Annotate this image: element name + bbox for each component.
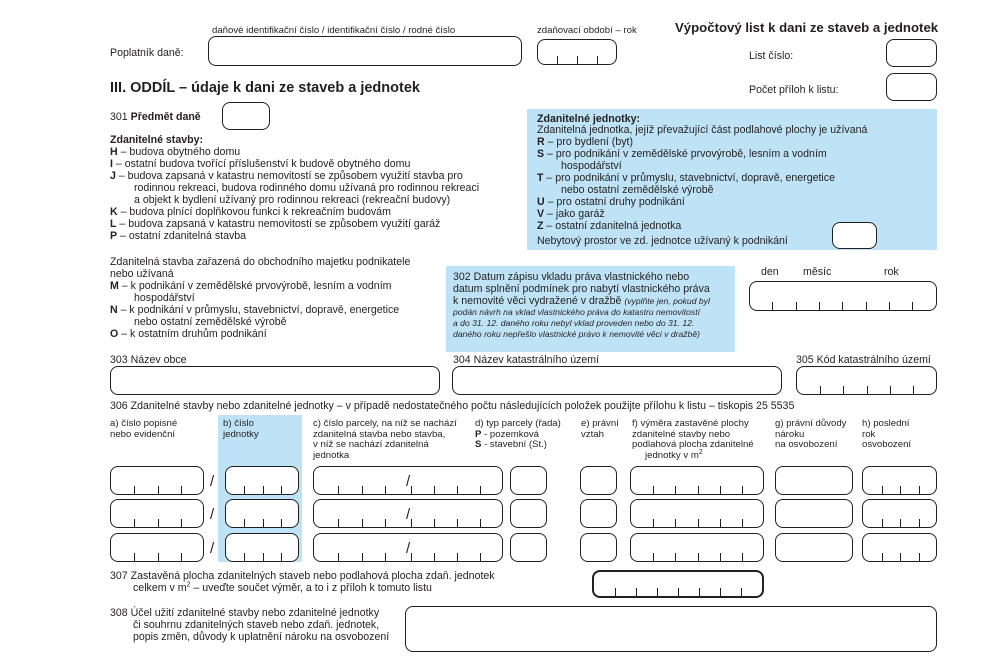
- house-unit-slash: /: [210, 473, 215, 490]
- unit-type-item: [537, 172, 835, 184]
- area-field[interactable]: [630, 466, 764, 495]
- parcel-type-field[interactable]: [510, 533, 547, 562]
- total-area-field[interactable]: [592, 570, 764, 598]
- business-type-item-code: N: [110, 304, 118, 316]
- col-d-header-s: [475, 439, 547, 450]
- building-type-item-code: P: [110, 230, 118, 242]
- building-type-item-code: H: [110, 146, 118, 158]
- col-f-header: podlahová plocha zdanitelné: [632, 439, 754, 450]
- col-b-header: jednotky: [223, 428, 259, 440]
- building-type-item-text: – ostatní budova tvořící příslušenství k budově obytného domu: [112, 158, 411, 170]
- f307-line-2a: celkem v m: [133, 582, 187, 594]
- building-type-item: [110, 218, 440, 230]
- f302-note-3: daného roku nepřešlo vlastnické právo k nemovité věci v dražbě): [453, 329, 700, 339]
- col-b-header: b) číslo: [223, 418, 254, 429]
- house-number-field[interactable]: [110, 499, 204, 528]
- municipality-name-field[interactable]: [110, 366, 440, 395]
- legal-relation-field[interactable]: [580, 533, 617, 562]
- business-intro-2: nebo užívaná: [110, 268, 174, 280]
- business-type-item: [110, 304, 399, 316]
- cadastral-area-code-field[interactable]: [796, 366, 937, 395]
- col-f-header: f) výměra zastavěné plochy: [632, 418, 749, 429]
- col-f-header-sup: 2: [698, 448, 703, 456]
- f302-note-2: a do 31. 12. daného roku nebyl vklad proveden nebo do 31. 12.: [453, 318, 695, 328]
- unit-type-item: [561, 160, 622, 172]
- f303-label: 303 Název obce: [110, 354, 187, 366]
- f308-line-1: 308 Účel užití zdanitelné stavby nebo zdanitelné jednotky: [110, 607, 380, 619]
- unit-number-field[interactable]: [225, 533, 299, 562]
- unit-type-item: [537, 136, 633, 148]
- business-type-item-text: – k podnikání v průmyslu, stavebnictví, dopravě, energetice: [117, 304, 400, 316]
- f307-line-2: [133, 582, 432, 594]
- f302-line-2: datum splnění podmínek pro nabytí vlastnického práva: [453, 283, 710, 295]
- unit-type-item-code: Z: [537, 220, 544, 232]
- business-type-item-text: – k podnikání v zemědělské prvovýrobě, lesním a vodním: [118, 280, 392, 292]
- business-type-item-code: M: [110, 280, 119, 292]
- unit-type-item-text: hospodářství: [561, 160, 622, 172]
- building-type-item-code: L: [110, 218, 117, 230]
- col-g-header: nároku: [775, 428, 805, 440]
- col-d-header-s-part: S: [475, 439, 482, 450]
- f308-line-2: či souhrnu zdanitelných staveb nebo zdaň. jednotek,: [133, 619, 380, 631]
- col-f-header-last: [645, 450, 703, 461]
- exemption-last-year-field[interactable]: [862, 499, 937, 528]
- building-type-item-text: rodinnou rekreaci, budova rodinného domu užívaná pro rodinnou rekreaci: [134, 182, 480, 194]
- f301-number: 301: [110, 111, 128, 123]
- col-a-header: a) číslo popisné: [110, 418, 178, 429]
- unit-type-item-code: T: [537, 172, 544, 184]
- unit-type-item-text: – pro podnikání v zemědělské prvovýrobě, lesním a vodním: [544, 148, 827, 160]
- unit-type-item: [537, 220, 681, 232]
- f302-date-field[interactable]: [749, 281, 937, 311]
- f302-line-3-text: k nemovité věci vydražené v dražbě: [453, 295, 625, 307]
- col-a-header: nebo evidenční: [110, 428, 176, 440]
- business-type-item-text: nebo ostatní zemědělské výrobě: [134, 316, 287, 328]
- buildings-heading: Zdanitelné stavby:: [110, 134, 204, 146]
- f302-note-1: podán návrh na vklad vlastnického práva do katastru nemovitostí: [453, 307, 700, 317]
- f301-text: Předmět daně: [130, 111, 201, 123]
- col-d-header-p-part: - pozemková: [481, 428, 539, 440]
- business-type-item-text: – k ostatním druhům podnikání: [118, 328, 267, 340]
- unit-type-item: [537, 196, 685, 208]
- building-type-item-text: – budova zapsaná v katastru nemovitostí se způsobem využití garáž: [116, 218, 441, 230]
- col-c-header: v níž se nachází zdanitelná: [313, 439, 429, 450]
- sheet-number-label: List číslo:: [749, 50, 794, 62]
- building-type-item-text: – budova plnící doplňkovou funkci k rekreačním budovám: [117, 206, 391, 218]
- col-d-header: [475, 418, 561, 429]
- business-type-item: [110, 280, 391, 292]
- unit-type-item-code: R: [537, 136, 545, 148]
- cadastral-area-name-field[interactable]: [452, 366, 782, 395]
- f304-label: 304 Název katastrálního území: [453, 354, 600, 366]
- unit-number-field[interactable]: [225, 466, 299, 495]
- house-number-field[interactable]: [110, 533, 204, 562]
- dic-label: daňové identifikační číslo / identifikační číslo / rodné číslo: [212, 25, 456, 36]
- unit-type-item-text: – ostatní zdanitelná jednotka: [543, 220, 682, 232]
- business-intro-1: Zdanitelná stavba zařazená do obchodního majetku podnikatele: [110, 256, 411, 268]
- building-type-item-code: J: [110, 170, 116, 182]
- f307-line-1: 307 Zastavěná plocha zdanitelných staveb nebo podlahová plocha zdaň. jednotek: [110, 570, 495, 582]
- unit-type-item-code: S: [537, 148, 545, 160]
- unit-type-item: [537, 208, 605, 220]
- unit-type-item-text: – pro bydlení (byt): [544, 136, 633, 148]
- business-type-item: [110, 328, 267, 340]
- units-intro: Zdanitelná jednotka, jejíž převažující část podlahové plochy je užívaná: [537, 124, 868, 136]
- unit-type-item-text: – pro ostatní druhy podnikání: [544, 196, 685, 208]
- taxpayer-dic-field[interactable]: [208, 36, 522, 66]
- col-d-header-s-part: - stavební (St.): [481, 439, 547, 450]
- building-type-item-text: – budova zapsaná v katastru nemovitostí se způsobem využití stavba pro: [115, 170, 463, 182]
- col-d-header-p: [475, 429, 539, 440]
- building-type-item: [110, 146, 240, 158]
- business-type-item: [134, 316, 287, 328]
- f302-line-1: 302 Datum zápisu vkladu práva vlastnického nebo: [453, 271, 690, 283]
- exemption-reason-field[interactable]: [775, 466, 853, 495]
- taxpayer-label: Poplatník daně:: [110, 47, 184, 59]
- unit-number-field[interactable]: [225, 499, 299, 528]
- col-d-header-part: d) typ parcely (řada): [475, 418, 561, 429]
- attachments-field[interactable]: [886, 73, 937, 101]
- f301-label: [110, 111, 201, 123]
- purpose-description-field[interactable]: [405, 606, 937, 652]
- building-type-item: [134, 194, 450, 206]
- building-type-item-code: K: [110, 206, 118, 218]
- f305-label: 305 Kód katastrálního území: [796, 354, 931, 366]
- f302-line-3: [453, 295, 710, 307]
- col-f-header-last-text: jednotky v m: [645, 449, 699, 461]
- legal-relation-field[interactable]: [580, 499, 617, 528]
- unit-type-item-code: U: [537, 196, 545, 208]
- building-type-item: [110, 170, 463, 182]
- area-field[interactable]: [630, 533, 764, 562]
- period-year-field[interactable]: [537, 39, 617, 65]
- building-type-item: [134, 182, 479, 194]
- col-e-header: e) právní: [581, 418, 619, 429]
- f307-line-2b: – uveďte součet výměr, a to i z příloh k tomuto listu: [190, 582, 432, 594]
- form-title: Výpočtový list k dani ze staveb a jednotek: [675, 20, 939, 35]
- parcel-type-field[interactable]: [510, 466, 547, 495]
- col-g-header: g) právní důvody: [775, 418, 847, 429]
- col-h-header: rok: [862, 428, 876, 440]
- business-type-item: [134, 292, 195, 304]
- building-type-item-text: – ostatní zdanitelná stavba: [117, 230, 247, 242]
- building-type-item: [110, 206, 391, 218]
- exemption-last-year-field[interactable]: [862, 466, 937, 495]
- sheet-number-field[interactable]: [886, 39, 937, 67]
- section-title: III. ODDÍL – údaje k dani ze staveb a jednotek: [110, 80, 420, 96]
- building-type-item: [110, 158, 410, 170]
- nonresidential-label: Nebytový prostor ve zd. jednotce užívaný k podnikání: [537, 235, 788, 247]
- f306-label: 306 Zdanitelné stavby nebo zdanitelné jednotky – v případě nedostatečného počtu následujících položek použijte přílohu k listu – tiskopis 25 5535: [110, 400, 795, 412]
- attachments-label: Počet příloh k listu:: [749, 84, 839, 96]
- subject-of-tax-field[interactable]: [222, 102, 270, 130]
- col-e-header: vztah: [581, 428, 604, 440]
- house-unit-slash: /: [210, 506, 215, 523]
- area-field[interactable]: [630, 499, 764, 528]
- unit-type-item-text: nebo ostatní zemědělské výrobě: [561, 184, 714, 196]
- date-day-label: den: [761, 266, 779, 278]
- f302-line-3-note: (vyplňte jen, pokud byl: [624, 296, 710, 306]
- unit-type-item-text: – pro podnikání v průmyslu, stavebnictví, dopravě, energetice: [543, 172, 835, 184]
- parcel-slash: /: [406, 506, 411, 523]
- parcel-type-field[interactable]: [510, 499, 547, 528]
- units-heading: Zdanitelné jednotky:: [537, 113, 641, 125]
- period-label: zdaňovací období – rok: [537, 25, 637, 36]
- col-c-header: c) číslo parcely, na níž se nachází: [313, 418, 457, 429]
- col-g-header: na osvobození: [775, 439, 838, 450]
- building-type-item: [110, 230, 246, 242]
- col-d-header-p-part: P: [475, 428, 482, 440]
- parcel-slash: /: [406, 473, 411, 490]
- unit-type-item-text: – jako garáž: [544, 208, 605, 220]
- f307-sup: 2: [186, 581, 191, 589]
- house-unit-slash: /: [210, 540, 215, 557]
- house-number-field[interactable]: [110, 466, 204, 495]
- parcel-slash: /: [406, 540, 411, 557]
- building-type-item-text: – budova obytného domu: [117, 146, 241, 158]
- col-c-header: zdanitelná stavba nebo stavba,: [313, 428, 446, 440]
- unit-type-item: [537, 148, 827, 160]
- exemption-reason-field[interactable]: [775, 499, 853, 528]
- date-month-label: měsíc: [803, 266, 832, 278]
- unit-type-item: [561, 184, 714, 196]
- nonresidential-field[interactable]: [832, 222, 877, 249]
- col-h-header: osvobození: [862, 439, 912, 450]
- exemption-reason-field[interactable]: [775, 533, 853, 562]
- business-type-item-code: O: [110, 328, 119, 340]
- business-type-item-text: hospodářství: [134, 292, 195, 304]
- col-c-header: jednotka: [313, 449, 350, 461]
- col-h-header: h) poslední: [862, 418, 910, 429]
- exemption-last-year-field[interactable]: [862, 533, 937, 562]
- col-f-header: zdanitelné stavby nebo: [632, 428, 731, 440]
- f308-line-3: popis změn, důvody k uplatnění nároku na osvobození: [133, 631, 390, 643]
- date-year-label: rok: [884, 266, 899, 278]
- building-type-item-text: a objekt k bydlení užívaný pro rodinnou rekreaci (rekreační budovy): [134, 194, 451, 206]
- unit-type-item-code: V: [537, 208, 545, 220]
- building-type-item-code: I: [110, 158, 113, 170]
- legal-relation-field[interactable]: [580, 466, 617, 495]
